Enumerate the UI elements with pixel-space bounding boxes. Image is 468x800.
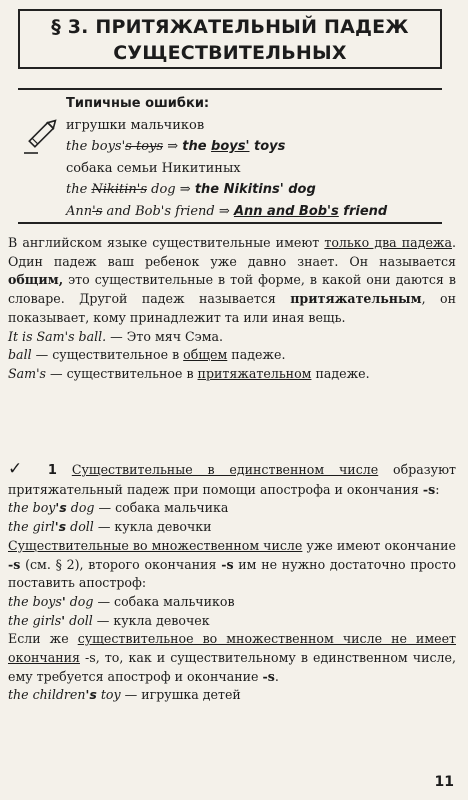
error-line-5: Ann's and Bob's friend ⇒ Ann and Bob's friend — [66, 203, 388, 219]
check-icon: ✓ — [8, 459, 34, 479]
intro-example-1: It is Sam's ball. — Это мяч Сэма. — [8, 328, 224, 344]
rule-1-example-5: the children's toy — игрушка детей — [8, 687, 241, 703]
rule-1-intro: ✓ 1 Существительные в единственном числе образуют притяжательный падеж при помощи апострофа и окончания -s: — [8, 459, 456, 497]
page-number: 11 — [434, 774, 454, 790]
heading-line-2: СУЩЕСТВИТЕЛЬНЫХ — [113, 42, 347, 64]
rule-1-example-3: the boys' dog — собака мальчиков — [8, 593, 235, 609]
rule-1-example-1: the boy's dog — собака мальчика — [8, 500, 229, 516]
arrow-icon: ⇒ — [179, 182, 191, 197]
intro-paragraph: В английском языке существительные имеют только два падежа. Один падеж ваш ребенок уже давно знает. Он называется общим, это существительные в той форме, в какой они даются в словаре. Другой падеж называется притяжательным, он показывает, кому принадлежит та или иная вещь. — [8, 235, 457, 325]
intro-example-3: Sam's — существительное в притяжательном падеже. — [8, 365, 370, 381]
rule-1-section — [8, 460, 456, 705]
error-line-2: the boys's toys ⇒ the boys' toys — [66, 139, 286, 154]
error-line-4: the Nikitin's dog ⇒ the Nikitins' dog — [66, 182, 316, 197]
intro-text — [8, 234, 456, 384]
heading-line-1: § 3. ПРИТЯЖАТЕЛЬНЫЙ ПАДЕЖ — [51, 16, 409, 38]
arrow-icon: ⇒ — [218, 203, 230, 219]
rule-1-example-2: the girl's doll — кукла девочки — [8, 519, 212, 535]
errors-title: Типичные ошибки: — [66, 96, 210, 111]
rule-1-plural: Существительные во множественном числе уже имеют окончание -s (см. § 2), второго окончания -s им не нужно достаточно просто поставить апостроф: — [8, 537, 456, 591]
rule-1-example-4: the girls' doll — кукла девочек — [8, 612, 210, 628]
error-line-3: собака семьи Никитиных — [66, 160, 241, 176]
error-line-1: игрушки мальчиков — [66, 117, 205, 133]
pencil-icon — [22, 112, 62, 156]
typical-errors-box — [18, 88, 442, 224]
arrow-icon: ⇒ — [167, 139, 179, 154]
rule-1-irregular: Если же существительное во множественном числе не имеет окончания -s, то, как и существительному в единственном числе, ему требуется апостроф и окончание -s. — [8, 631, 456, 684]
errors-list — [66, 93, 387, 222]
section-heading — [18, 9, 442, 69]
intro-example-2: ball — существительное в общем падеже. — [8, 347, 286, 363]
